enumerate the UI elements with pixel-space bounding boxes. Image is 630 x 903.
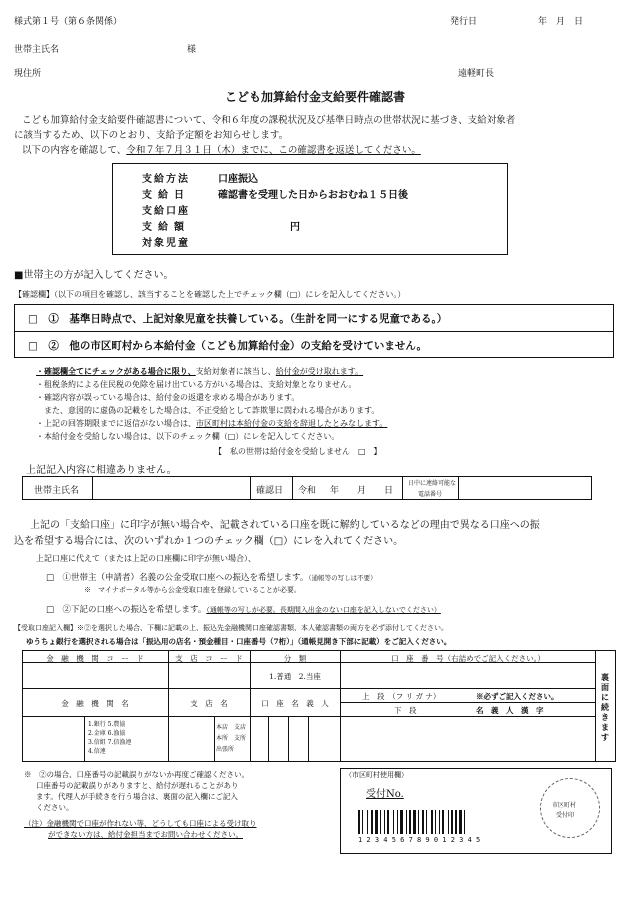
- category-header: 分 類: [283, 654, 307, 663]
- deadline: 令和７年７月３１日（木）までに、この確認書を返送してください。: [126, 145, 421, 156]
- account-change-p3: 上記口座に代えて（または上記の口座欄に印字が無い場合）、: [36, 554, 256, 563]
- barcode-bar: [358, 810, 360, 834]
- form-number: 様式第１号（第６条関係）: [14, 17, 123, 27]
- stamp-text-1: 市区町村: [552, 802, 577, 809]
- note-5: ・上記の回答期限までに返信がない場合は、市区町村は本給付金の支給を辞退したとみなします。: [36, 419, 388, 428]
- date-value: 確認書を受理した日からおおむね１５日後: [218, 190, 408, 201]
- footer-reminder: ※ ②の場合、口座番号の記載誤りがないか再度ご確認ください。 口座番号の記載誤りがありますと、給付が遅れることがあり ます。代理人が手続きを行う場合は、裏面の記入欄にご記入 ください。: [24, 770, 249, 812]
- issue-date-label: 発行日: [450, 17, 478, 27]
- note-2: ・租税条約による住民税の免除を届け出ている方がいる場合は、支給対象となりません。: [36, 380, 357, 389]
- note-4: また、意図的に虚偽の記載をした場合は、不正受給として詐欺罪に問われる場合があります。: [36, 406, 380, 415]
- option-1[interactable]: □ ①世帯主（申請者）名義の公金受取口座への振込を希望します。（通帳等の写しは不要）: [46, 573, 377, 583]
- date-label: 支給日: [142, 190, 190, 201]
- office-label: （市区町村使用欄）: [345, 771, 408, 779]
- barcode-bar: [387, 810, 389, 834]
- barcode-bar: [371, 810, 373, 834]
- page-title: こども加算給付金支給要件確認書: [224, 90, 405, 104]
- bank-name-header: 金 融 機 関 名: [61, 699, 129, 708]
- barcode-bar: [409, 810, 411, 834]
- lower-label: 下 段: [394, 706, 417, 715]
- branch-types: 本店 支店 本所 支所 出張所: [216, 724, 247, 753]
- barcode-bar: [448, 810, 449, 834]
- barcode-bar: [367, 810, 368, 834]
- barcode-bar: [400, 810, 403, 834]
- barcode-bar: [397, 810, 398, 834]
- barcode-bar: [375, 810, 378, 834]
- footer-note: （注）金融機関で口座が作れない等、どうしても口座による受け取り ができない方は、給付金担当までお問い合わせください。: [24, 819, 257, 839]
- children-label: 対象児童: [142, 238, 190, 249]
- side-label: 裏面に続きます: [601, 672, 609, 742]
- sign-name-label: 世帯主氏名: [34, 486, 80, 496]
- barcode-bar: [362, 810, 363, 834]
- amount-label: 支給額: [142, 222, 190, 233]
- sign-date-label: 確認日: [256, 486, 284, 496]
- barcode-bar: [413, 810, 416, 834]
- note-6: ・本給付金を受給しない場合は、以下のチェック欄（□）にレを記入してください。: [36, 432, 340, 441]
- issue-date-blank: 年 月 日: [538, 17, 584, 27]
- holder-header: 口 座 名 義 人: [261, 699, 329, 708]
- sign-era: 令和: [298, 486, 317, 496]
- barcode-bar: [442, 810, 444, 834]
- intro-line-3: 以下の内容を確認して、令和７年７月３１日（木）までに、この確認書を返送してください。: [22, 145, 421, 156]
- check-item-2[interactable]: □ ② 他の市区町村から本給付金（こども加算給付金）の支給を受けていません。: [28, 340, 428, 352]
- note-3: ・確認内容が誤っている場合は、給付金の返還を求める場合があります。: [36, 393, 300, 402]
- stamp-text-2: 受付印: [556, 812, 575, 819]
- barcode-bar: [380, 810, 381, 834]
- option-2[interactable]: □ ②下記の口座への振込を希望します。（通帳等の写しが必要。長期間入出金のない口座を記入しないでください）: [46, 605, 441, 615]
- note-1: ・確認欄全てにチェックがある場合に限り、支給対象者に該当し、給付金が受け取れます。: [36, 366, 364, 376]
- intro-line-1: こども加算給付金支給要件確認書について、令和６年度の課税状況及び基準日時点の世帯状況に基づき、支給対象者: [22, 115, 516, 126]
- bank-form-note: 【受取口座記入欄】※②を選択した場合、下欄に記載の上、振込先金融機関口座確認書類、本人確認書類の両方を必ず添付してください。: [14, 624, 448, 632]
- intro-line-2: に該当するため、以下のとおり、支給予定額をお知らせします。: [14, 130, 289, 141]
- issuer: 遠軽町長: [458, 69, 495, 79]
- barcode-number: 1 2 3 4 5 6 7 8 9 0 1 2 3 4 5: [358, 836, 481, 844]
- barcode-bar: [451, 810, 453, 834]
- receipt-number: 受付No.: [366, 789, 404, 800]
- branch-name-header: 支 店 名: [190, 699, 228, 708]
- barcode-bar: [422, 810, 424, 834]
- consent-text: 上記記入内容に相違ありません。: [26, 465, 177, 476]
- barcode: [358, 810, 508, 834]
- divider: [14, 331, 614, 332]
- phone-label-2: 電話番号: [418, 491, 443, 498]
- phone-label-1: 日中に連絡可能な: [408, 480, 457, 487]
- sign-ymd: 年 月 日: [330, 486, 394, 496]
- decline-check[interactable]: 【 私の世帯は給付金を受給しません □ 】: [214, 447, 382, 456]
- barcode-bar: [455, 810, 457, 834]
- method-value: 口座振込: [218, 174, 258, 185]
- barcode-bar: [384, 810, 385, 834]
- honorific: 様: [187, 45, 197, 55]
- barcode-bar: [439, 810, 440, 834]
- barcode-bar: [393, 810, 394, 834]
- account-number-header: 口 座 番 号（右詰めでご記入ください。）: [391, 654, 545, 663]
- confirm-note: 【確認欄】（以下の項目を確認し、該当することを確認した上でチェック欄（□）にレを記入してください。）: [14, 290, 406, 299]
- kana-upper: 上 段 （フ リ ガ ナ）: [362, 692, 441, 701]
- account-change-p1: 上記の「支給口座」に印字が無い場合や、記載されている口座を既に解約しているなどの理由で異なる口座への振: [30, 520, 540, 531]
- bank-code-header: 金 融 機 関 コ ー ド: [46, 654, 144, 663]
- barcode-bar: [418, 810, 419, 834]
- category-values: 1.普通 2.当座: [269, 672, 321, 681]
- amount-unit: 円: [290, 222, 300, 233]
- barcode-bar: [431, 810, 433, 834]
- branch-code-header: 支 店 コ ー ド: [175, 654, 243, 663]
- kana-note: ※必ずご記入ください。: [476, 692, 559, 701]
- account-change-p2: 込を希望する場合には、次のいずれか１つのチェック欄（□）にレを入れてください。: [14, 536, 404, 547]
- barcode-bar: [459, 810, 462, 834]
- address-label: 現住所: [14, 69, 42, 79]
- check-item-1[interactable]: □ ① 基準日時点で、上記対象児童を扶養している。（生計を同一にする児童である。）: [28, 313, 448, 325]
- barcode-bar: [426, 810, 427, 834]
- method-label: 支給方法: [142, 174, 190, 185]
- barcode-bar: [464, 810, 465, 834]
- kanji-label: 名 義 人 漢 字: [476, 706, 544, 715]
- option-1-note: ※ マイナポータル等から公金受取口座を登録していることが必要。: [84, 586, 301, 594]
- bank-types: 1.銀行 5.農協 2.金庫 6.漁協 3.信組 7.信漁連 4.信連: [88, 721, 132, 755]
- barcode-bar: [406, 810, 407, 834]
- account-label: 支給口座: [142, 206, 190, 217]
- yucho-note: ゆうちょ銀行を選択される場合は「振込用の店名・預金種目・口座番号（7桁）」（通帳見開き下部に記載）をご記入ください。: [26, 637, 452, 646]
- section-heading: ■世帯主の方が記入してください。: [14, 270, 174, 281]
- household-head-label: 世帯主氏名: [14, 45, 60, 55]
- barcode-bar: [435, 810, 436, 834]
